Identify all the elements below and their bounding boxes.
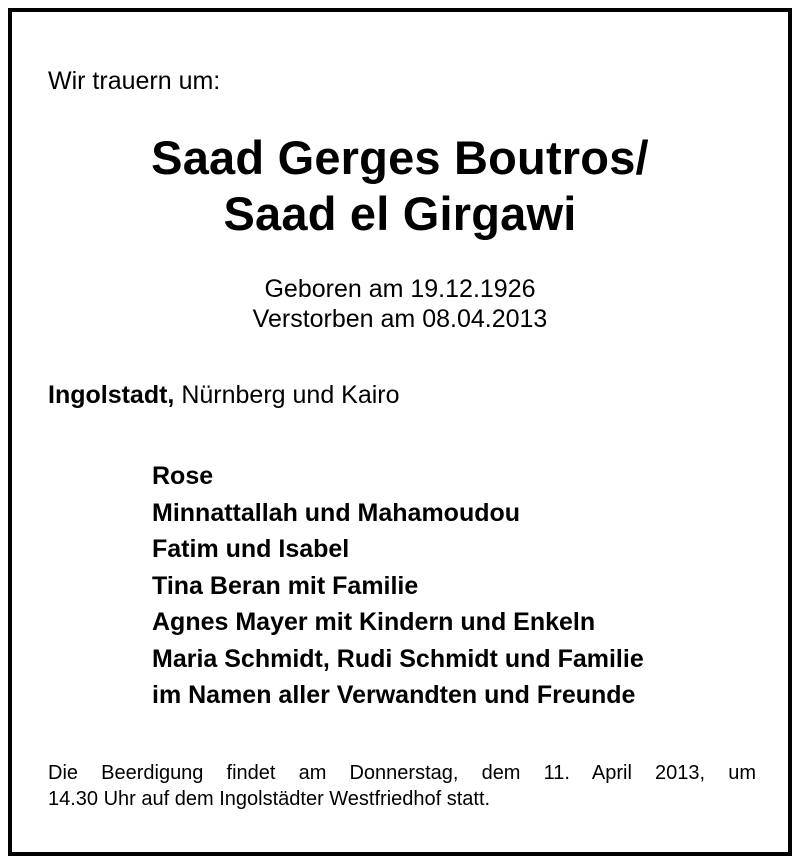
mourner-item: Rose: [152, 462, 214, 490]
deceased-name-line-2: Saad el Girgawi: [223, 187, 577, 240]
funeral-info-line-1: Die Beerdigung findet am Donnerstag, dem 11. April 2013, um: [48, 762, 756, 784]
intro-text: Wir trauern um:: [48, 67, 221, 95]
places-line: [48, 380, 400, 410]
deceased-name: [12, 130, 788, 242]
mourner-item: im Namen aller Verwandten und Freunde: [152, 681, 636, 709]
mourners-list: [152, 458, 644, 714]
place-primary: Ingolstadt,: [48, 381, 175, 409]
mourner-item: Fatim und Isabel: [152, 535, 350, 563]
place-others: Nürnberg und Kairo: [174, 381, 400, 409]
deceased-name-line-1: Saad Gerges Boutros/: [151, 131, 649, 184]
funeral-info-line-2: 14.30 Uhr auf dem Ingolstädter Westfriedhof statt.: [48, 788, 491, 810]
birth-date: Geboren am 19.12.1926: [264, 275, 536, 303]
mourner-item: Minnattallah und Mahamoudou: [152, 498, 521, 527]
mourner-item: Agnes Mayer mit Kindern und Enkeln: [152, 608, 596, 636]
obituary-notice: [8, 8, 792, 856]
mourner-item: Tina Beran mit Familie: [152, 571, 419, 600]
life-dates: [12, 274, 788, 334]
death-date: Verstorben am 08.04.2013: [252, 305, 548, 333]
mourner-item: Maria Schmidt, Rudi Schmidt und Familie: [152, 644, 644, 673]
funeral-info: [48, 760, 756, 812]
